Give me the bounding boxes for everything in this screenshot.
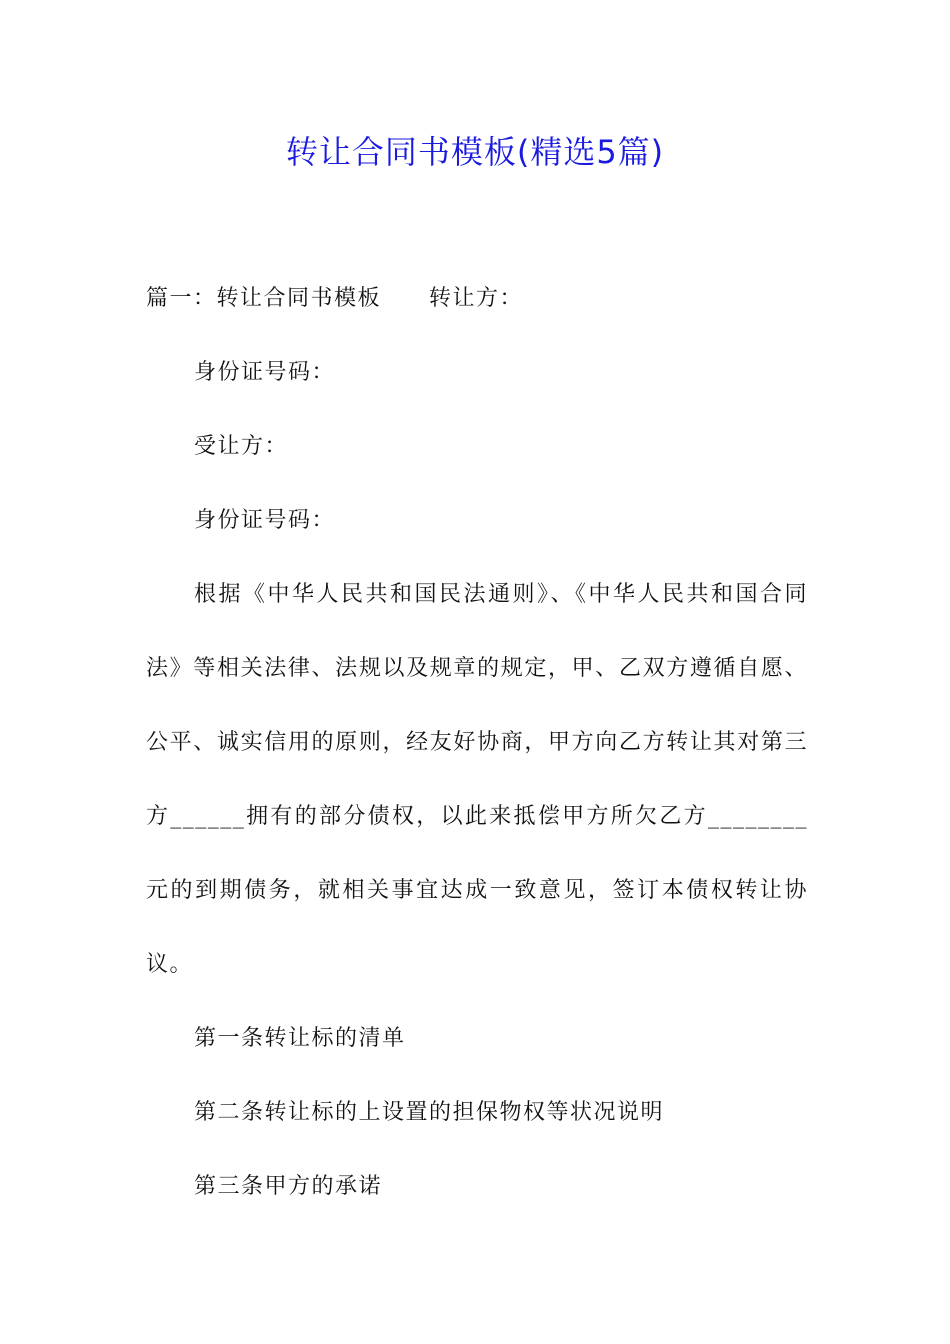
section-heading: 篇一：转让合同书模板 [146, 286, 382, 311]
preamble-paragraph: 根据《中华人民共和国民法通则》、《中华人民共和国合同法》等相关法律、法规以及规章的规定，甲、乙双方遵循自愿、公平、诚实信用的原则，经友好协商，甲方向乙方转让其对第三方______拥有的部分债权，以此来抵偿甲方所欠乙方________元的到期债务，就相关事宜达成一致意见，签订本债权转让协议。 [146, 582, 808, 977]
document-body [146, 262, 808, 1224]
transferee-id-label: 身份证号码： [194, 508, 336, 533]
article-1: 第一条转让标的清单 [194, 1026, 406, 1051]
document-title: 转让合同书模板(精选5篇) [285, 133, 665, 171]
transferor-label: 转让方： [429, 286, 524, 311]
section-heading-line [146, 262, 808, 336]
transferee-label: 受让方： [194, 434, 289, 459]
article-2: 第二条转让标的上设置的担保物权等状况说明 [194, 1100, 665, 1125]
transferor-id-label: 身份证号码： [194, 360, 336, 385]
article-3: 第三条甲方的承诺 [194, 1174, 383, 1199]
